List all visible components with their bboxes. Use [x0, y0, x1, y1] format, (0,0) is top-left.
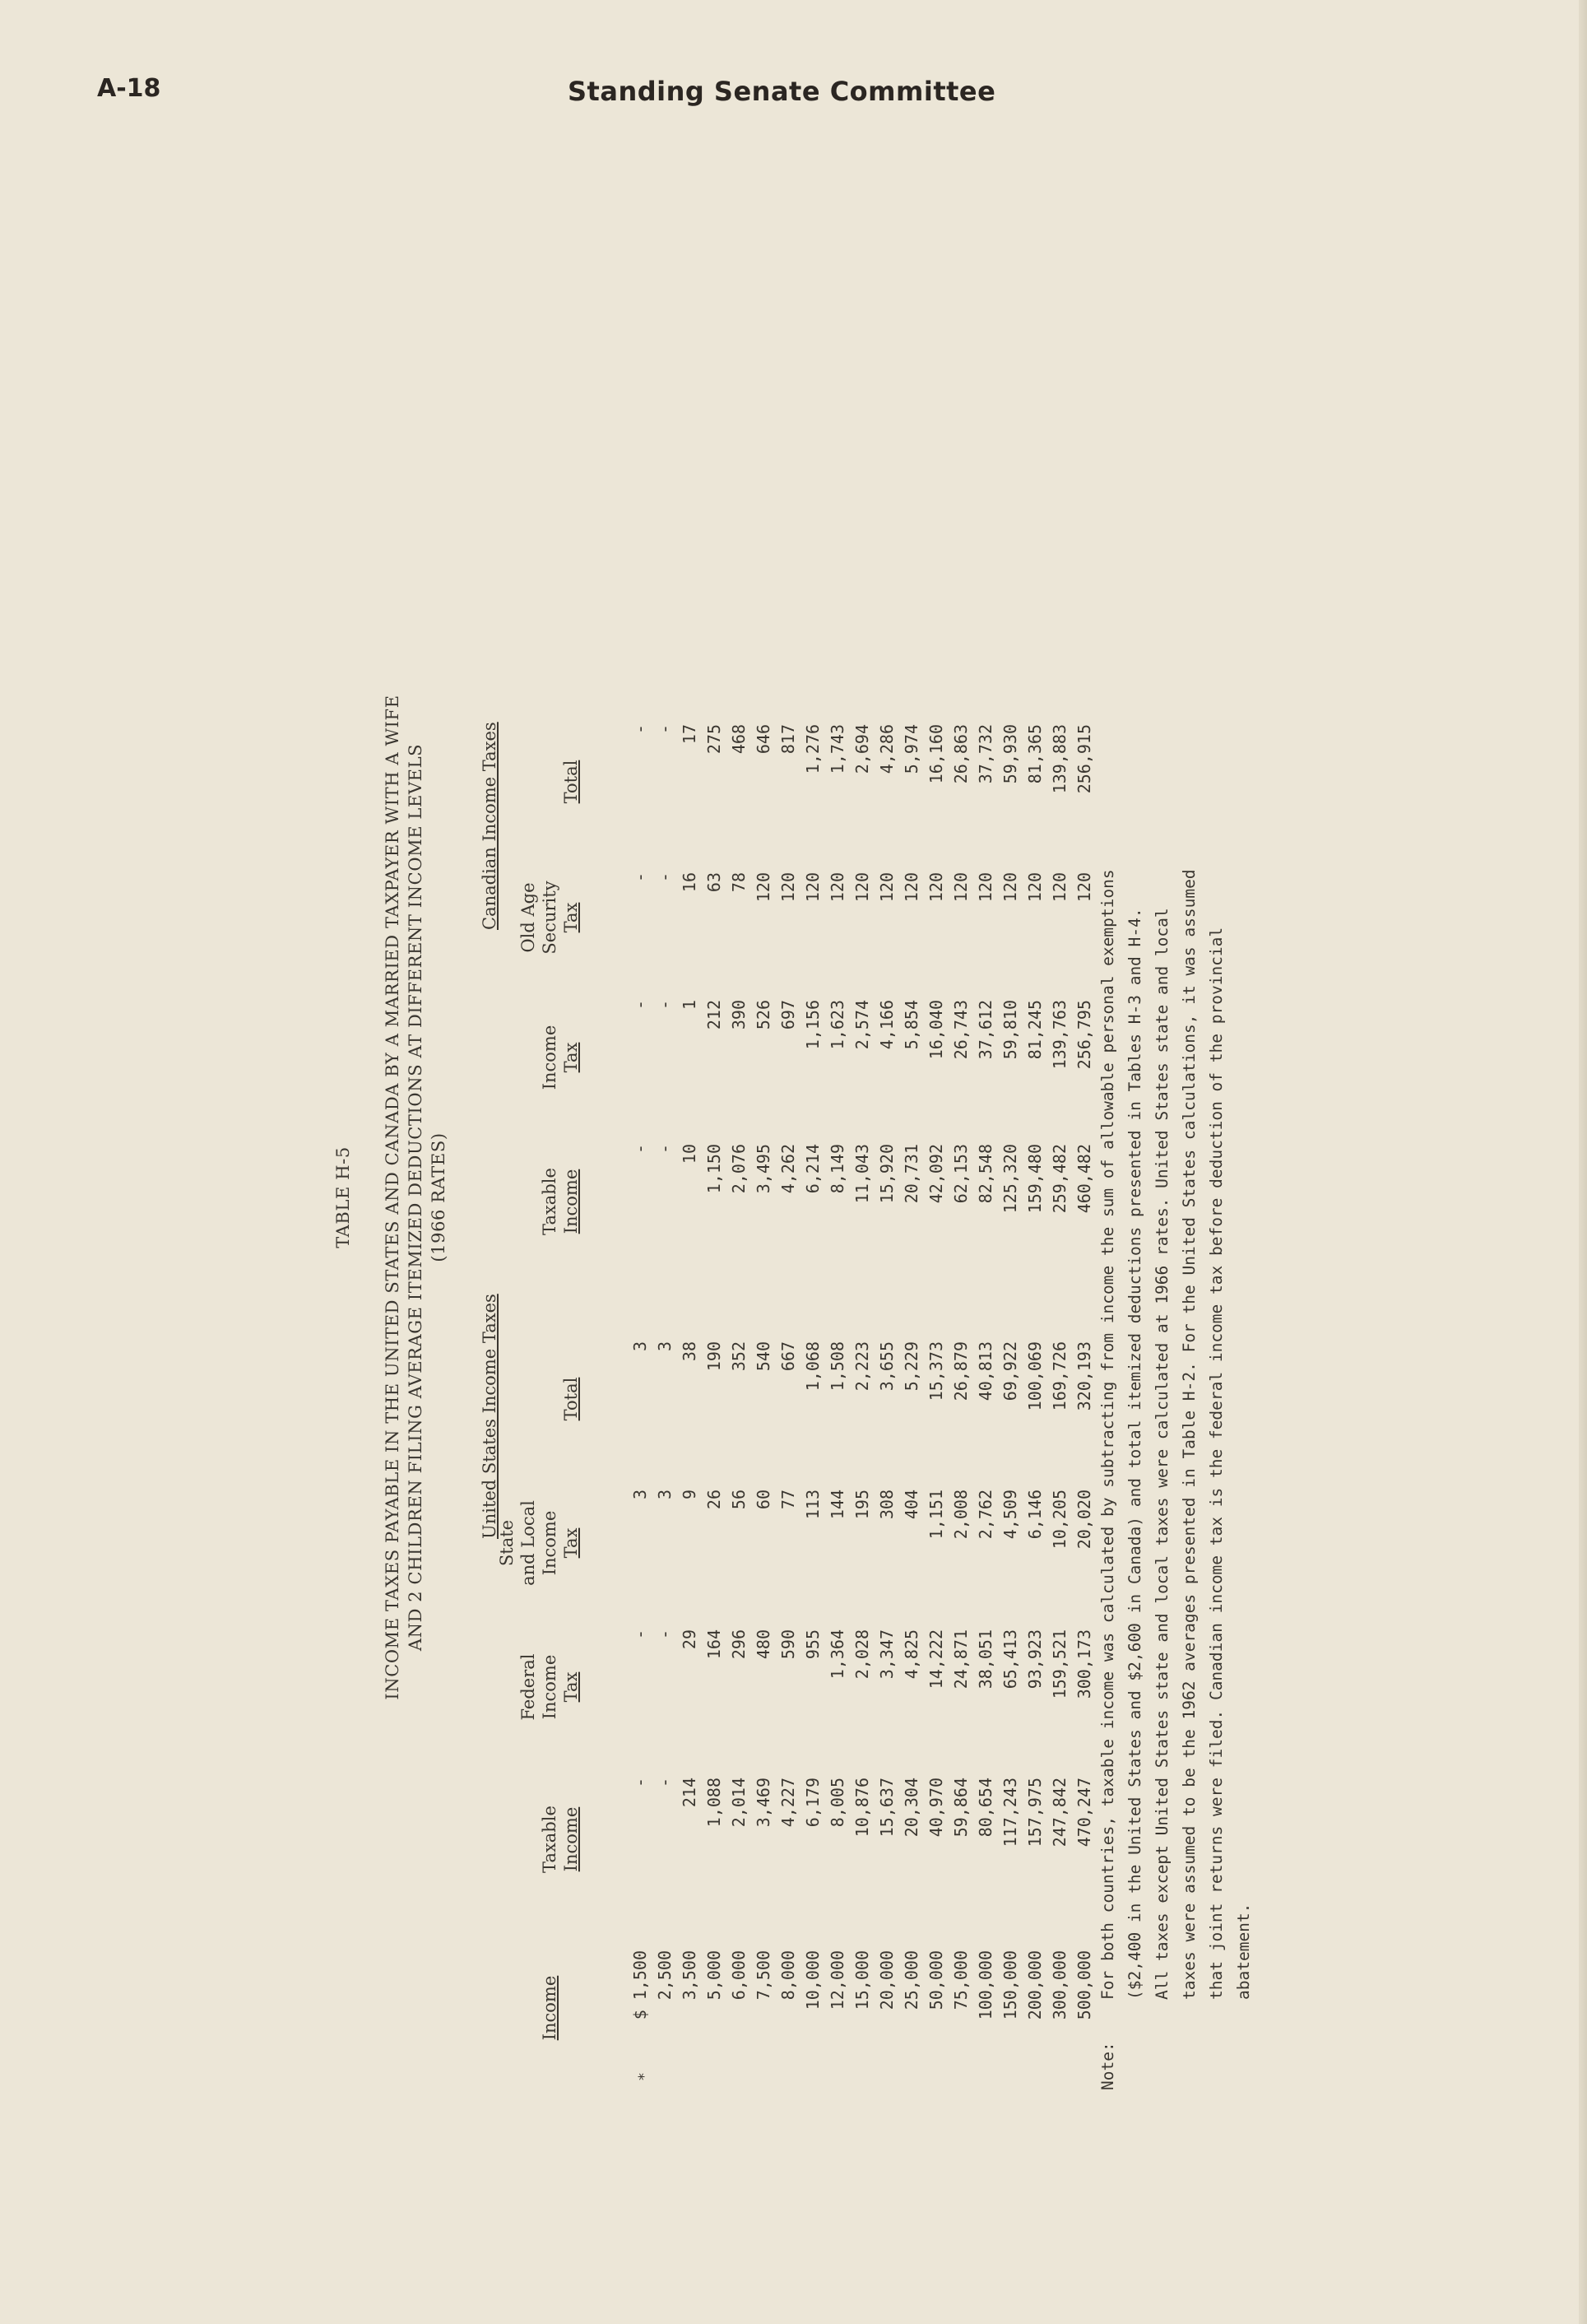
table-cell: 1,151 — [926, 1490, 946, 1540]
table-cell: 8,005 — [828, 1778, 847, 1828]
table-cell: 50,000 — [926, 1950, 946, 2010]
col-header-line: Income — [540, 1975, 559, 2041]
table-cell: - — [655, 1144, 675, 1155]
table-cell: 646 — [754, 724, 773, 755]
table-cell: 4,166 — [877, 1000, 897, 1050]
table-cell: 93,923 — [1025, 1629, 1045, 1690]
note-line: For both countries, taxable income was calculated by subtracting from income the sum of allowable personal exemptions — [1098, 869, 1117, 2000]
col-header-line: State — [497, 1519, 517, 1567]
col-header-line: Taxable — [540, 1168, 559, 1235]
table-cell: 190 — [704, 1341, 724, 1372]
table-cell: 296 — [729, 1629, 749, 1660]
table-cell: 29 — [680, 1629, 699, 1650]
table-cell: 275 — [704, 724, 724, 755]
table-cell: 9 — [680, 1490, 699, 1500]
table-cell: 56 — [729, 1490, 749, 1510]
table-cell: - — [655, 1629, 675, 1640]
table-cell: 300,000 — [1050, 1950, 1070, 2020]
table-cell: 1,364 — [828, 1629, 847, 1680]
table-cell: 80,654 — [976, 1778, 995, 1838]
table-cell: 120 — [1000, 872, 1020, 903]
table-cell: 256,795 — [1074, 1000, 1094, 1070]
table-cell: - — [655, 724, 675, 735]
note-line: that joint returns were filed. Canadian income tax is the federal income tax before deduction of the provincial — [1207, 927, 1226, 2000]
table-cell: 6,179 — [803, 1778, 823, 1828]
note-label: Note: — [1098, 2042, 1117, 2090]
table-cell: 20,000 — [877, 1950, 897, 2010]
table-cell: 157,975 — [1025, 1778, 1045, 1848]
table-cell: 4,286 — [877, 724, 897, 774]
table-title-line2: AND 2 CHILDREN FILING AVERAGE ITEMIZED DEDUCTIONS AT DIFFERENT INCOME LEVELS — [406, 743, 425, 1652]
table-cell: 120 — [828, 872, 847, 903]
page-edge — [1579, 0, 1587, 2324]
table-cell: 526 — [754, 1000, 773, 1030]
table-cell: 169,726 — [1050, 1341, 1070, 1411]
table-cell: 120 — [951, 872, 971, 903]
table-cell: 16,160 — [926, 724, 946, 784]
table-cell: 480 — [754, 1629, 773, 1660]
table-cell: 15,637 — [877, 1778, 897, 1838]
table-cell: 59,930 — [1000, 724, 1020, 784]
col-us-federal — [628, 1629, 1097, 1745]
table-cell: 12,000 — [828, 1950, 847, 2010]
table-cell: 2,762 — [976, 1490, 995, 1540]
col-header-us-state — [496, 1490, 582, 1597]
table-title-line1: INCOME TAXES PAYABLE IN THE UNITED STATES AND CANADA BY A MARRIED TAXPAYER WITH A WIFE — [383, 695, 402, 1700]
table-cell: 26,879 — [951, 1341, 971, 1401]
table-cell: 5,974 — [902, 724, 921, 774]
table-cell: - — [630, 872, 650, 883]
table-cell: 3 — [630, 1490, 650, 1500]
note-line: All taxes except United States state and local taxes were calculated at 1966 rates. United States state and local — [1153, 908, 1172, 2000]
table-cell: 120 — [926, 872, 946, 903]
note-line: abatement. — [1234, 1903, 1253, 2000]
table-cell: 247,842 — [1050, 1778, 1070, 1848]
table-cell: 82,548 — [976, 1144, 995, 1204]
table-cell: 2,223 — [852, 1341, 872, 1392]
table-cell: 540 — [754, 1341, 773, 1372]
col-us-state — [628, 1490, 1097, 1597]
table-cell: - — [630, 1144, 650, 1155]
col-header-line: Total — [561, 1377, 581, 1421]
col-header-line: Tax — [561, 1042, 581, 1073]
table-cell: 817 — [778, 724, 798, 755]
table-cell: 2,076 — [729, 1144, 749, 1194]
table-cell: 5,854 — [902, 1000, 921, 1050]
table-cell: 404 — [902, 1490, 921, 1520]
table-cell: 60 — [754, 1490, 773, 1510]
table-cell: 4,227 — [778, 1778, 798, 1828]
table-cell: 16,040 — [926, 1000, 946, 1060]
table-cell: 1,508 — [828, 1341, 847, 1392]
table-cell: 4,825 — [902, 1629, 921, 1680]
table-cell: 390 — [729, 1000, 749, 1030]
table-cell: $ 1,500 — [630, 1950, 650, 2020]
table-cell: 1 — [680, 1000, 699, 1011]
col-header-ca-oas — [517, 872, 582, 963]
table-cell: 120 — [877, 872, 897, 903]
table-cell: 24,871 — [951, 1629, 971, 1690]
table-cell: 38,051 — [976, 1629, 995, 1690]
table-cell: 2,694 — [852, 724, 872, 774]
page-number: A-18 — [97, 74, 161, 103]
col-header-line: Income — [540, 1654, 559, 1720]
table-cell: 120 — [754, 872, 773, 903]
table-cell: 17 — [680, 724, 699, 745]
table-cell: - — [655, 1000, 675, 1011]
table-cell: 200,000 — [1025, 1950, 1045, 2020]
table-cell: - — [630, 1000, 650, 1011]
table-cell: 2,574 — [852, 1000, 872, 1050]
col-header-ca-taxable — [539, 1144, 582, 1259]
table-cell: 4,262 — [778, 1144, 798, 1194]
col-income — [628, 1950, 1097, 2066]
table-cell: 120 — [803, 872, 823, 903]
group-us: United States Income Taxes — [480, 1294, 499, 1539]
table-cell: 1,150 — [704, 1144, 724, 1194]
table-cell: 26,863 — [951, 724, 971, 784]
col-header-line: Tax — [561, 1527, 581, 1559]
col-header-line: Federal — [518, 1653, 538, 1721]
table-cell: 5,000 — [704, 1950, 724, 2001]
table-cell: 125,320 — [1000, 1144, 1020, 1214]
col-us-total — [628, 1341, 1097, 1457]
table-cell: 159,521 — [1050, 1629, 1070, 1699]
running-head: Standing Senate Committee — [568, 76, 996, 107]
table-cell: 164 — [704, 1629, 724, 1660]
col-header-ca-income-tax — [539, 1000, 582, 1115]
table-cell: 120 — [902, 872, 921, 903]
table-cell: - — [630, 1629, 650, 1640]
col-header-line: Income — [561, 1169, 581, 1234]
col-header-us-taxable — [539, 1778, 582, 1901]
table-cell: 120 — [1050, 872, 1070, 903]
table-cell: 26 — [704, 1490, 724, 1510]
table-cell: 81,365 — [1025, 724, 1045, 784]
table-cell: 120 — [852, 872, 872, 903]
table-cell: 62,153 — [951, 1144, 971, 1204]
table-cell: 470,247 — [1074, 1778, 1094, 1848]
table-cell: 3,469 — [754, 1778, 773, 1828]
table-cell: 159,480 — [1025, 1144, 1045, 1214]
table-cell: 78 — [729, 872, 749, 893]
col-header-line: Tax — [561, 902, 581, 933]
col-header-line: Old Age — [518, 882, 538, 953]
col-ca-total — [628, 724, 1097, 839]
table-cell: 8,149 — [828, 1144, 847, 1194]
table-cell: - — [655, 1778, 675, 1788]
col-ca-income-tax — [628, 1000, 1097, 1115]
table-cell: 25,000 — [902, 1950, 921, 2010]
table-cell: 352 — [729, 1341, 749, 1372]
col-ca-taxable — [628, 1144, 1097, 1259]
table-cell: 1,743 — [828, 724, 847, 774]
table-cell: 63 — [704, 872, 724, 893]
table-cell: 2,008 — [951, 1490, 971, 1540]
table-cell: 1,068 — [803, 1341, 823, 1392]
table-cell: 6,214 — [803, 1144, 823, 1194]
table-cell: 3 — [630, 1341, 650, 1352]
col-header-line: Tax — [561, 1671, 581, 1703]
table-cell: 2,014 — [729, 1778, 749, 1828]
table-cell: 139,883 — [1050, 724, 1070, 794]
table-cell: 5,229 — [902, 1341, 921, 1392]
table-cell: 460,482 — [1074, 1144, 1094, 1214]
table-cell: 1,088 — [704, 1778, 724, 1828]
table-title-line3: (1966 RATES) — [429, 1132, 448, 1262]
table-cell: 3,495 — [754, 1144, 773, 1194]
table-cell: 100,000 — [976, 1950, 995, 2020]
table-cell: 40,970 — [926, 1778, 946, 1838]
table-cell: 37,612 — [976, 1000, 995, 1060]
table-cell: 468 — [729, 724, 749, 755]
col-header-income — [539, 1950, 560, 2066]
note-line: taxes were assumed to be the 1962 averages presented in Table H-2. For the United States calculations, it was assumed — [1180, 869, 1199, 2000]
table-cell: 8,000 — [778, 1950, 798, 2001]
table-cell: 20,020 — [1074, 1490, 1094, 1550]
table-cell: - — [630, 724, 650, 735]
table-cell: 14,222 — [926, 1629, 946, 1690]
table-cell: 15,920 — [877, 1144, 897, 1204]
table-cell: 256,915 — [1074, 724, 1094, 794]
table-cell: 214 — [680, 1778, 699, 1808]
table-cell: 195 — [852, 1490, 872, 1520]
col-header-line: Security — [540, 881, 559, 955]
table-cell: 2,500 — [655, 1950, 675, 2001]
table-cell: 590 — [778, 1629, 798, 1660]
col-header-line: and Local — [518, 1500, 538, 1586]
table-cell: 10 — [680, 1144, 699, 1164]
table-cell: 2,028 — [852, 1629, 872, 1680]
rotated-table-page — [333, 304, 1253, 2090]
col-header-line: Total — [561, 760, 581, 804]
table-cell: 3 — [655, 1341, 675, 1352]
table-cell: 4,509 — [1000, 1490, 1020, 1540]
table-cell: 3,347 — [877, 1629, 897, 1680]
table-cell: 10,205 — [1050, 1490, 1070, 1550]
table-cell: 20,304 — [902, 1778, 921, 1838]
table-cell: 11,043 — [852, 1144, 872, 1204]
note-line: ($2,400 in the United States and $2,600 in Canada) and total itemized deductions presented in Tables H-3 and H-4. — [1125, 908, 1144, 2000]
table-cell: 38 — [680, 1341, 699, 1362]
table-cell: 81,245 — [1025, 1000, 1045, 1060]
table-cell: 150,000 — [1000, 1950, 1020, 2020]
table-cell: 6,146 — [1025, 1490, 1045, 1540]
table-cell: 77 — [778, 1490, 798, 1510]
table-cell: 10,000 — [803, 1950, 823, 2010]
col-header-ca-total — [560, 724, 582, 839]
col-header-line: Income — [561, 1806, 581, 1872]
table-cell: 113 — [803, 1490, 823, 1520]
table-label: TABLE H-5 — [333, 1146, 353, 1248]
col-us-taxable — [628, 1778, 1097, 1901]
table-cell: 300,173 — [1074, 1629, 1094, 1699]
table-cell: 120 — [976, 872, 995, 903]
table-cell: 65,413 — [1000, 1629, 1020, 1690]
table-cell: 259,482 — [1050, 1144, 1070, 1214]
col-header-line: Income — [540, 1025, 559, 1090]
table-cell: 120 — [1025, 872, 1045, 903]
margin-mark: ⁎ — [631, 2073, 648, 2080]
table-cell: 120 — [1074, 872, 1094, 903]
table-cell: 1,623 — [828, 1000, 847, 1050]
table-cell: 1,276 — [803, 724, 823, 774]
table-cell: 320,193 — [1074, 1341, 1094, 1411]
table-cell: 69,922 — [1000, 1341, 1020, 1401]
group-ca: Canadian Income Taxes — [480, 722, 499, 930]
table-cell: 75,000 — [951, 1950, 971, 2010]
table-cell: 59,864 — [951, 1778, 971, 1838]
table-cell: 139,763 — [1050, 1000, 1070, 1070]
table-cell: 100,069 — [1025, 1341, 1045, 1411]
table-cell: 20,731 — [902, 1144, 921, 1204]
table-cell: 1,156 — [803, 1000, 823, 1050]
table-cell: 59,810 — [1000, 1000, 1020, 1060]
table-cell: 16 — [680, 872, 699, 893]
table-cell: 500,000 — [1074, 1950, 1094, 2020]
table-cell: 15,000 — [852, 1950, 872, 2010]
col-header-us-total — [560, 1341, 582, 1457]
col-ca-oas — [628, 872, 1097, 963]
table-cell: 120 — [778, 872, 798, 903]
table-cell: 6,000 — [729, 1950, 749, 2001]
col-header-us-federal — [517, 1629, 582, 1745]
table-cell: 10,876 — [852, 1778, 872, 1838]
table-cell: 40,813 — [976, 1341, 995, 1401]
table-cell: 3 — [655, 1490, 675, 1500]
table-cell: 697 — [778, 1000, 798, 1030]
table-cell: 3,655 — [877, 1341, 897, 1392]
table-cell: 955 — [803, 1629, 823, 1660]
table-cell: 308 — [877, 1490, 897, 1520]
table-cell: 26,743 — [951, 1000, 971, 1060]
table-cell: 42,092 — [926, 1144, 946, 1204]
table-cell: 667 — [778, 1341, 798, 1372]
col-header-line: Income — [540, 1510, 559, 1576]
table-cell: - — [630, 1778, 650, 1788]
table-cell: 15,373 — [926, 1341, 946, 1401]
table-cell: 37,732 — [976, 724, 995, 784]
col-header-line: Taxable — [540, 1806, 559, 1873]
table-cell: 212 — [704, 1000, 724, 1030]
table-cell: 3,500 — [680, 1950, 699, 2001]
table-cell: 7,500 — [754, 1950, 773, 2001]
table-cell: 144 — [828, 1490, 847, 1520]
table-cell: - — [655, 872, 675, 883]
table-cell: 117,243 — [1000, 1778, 1020, 1848]
